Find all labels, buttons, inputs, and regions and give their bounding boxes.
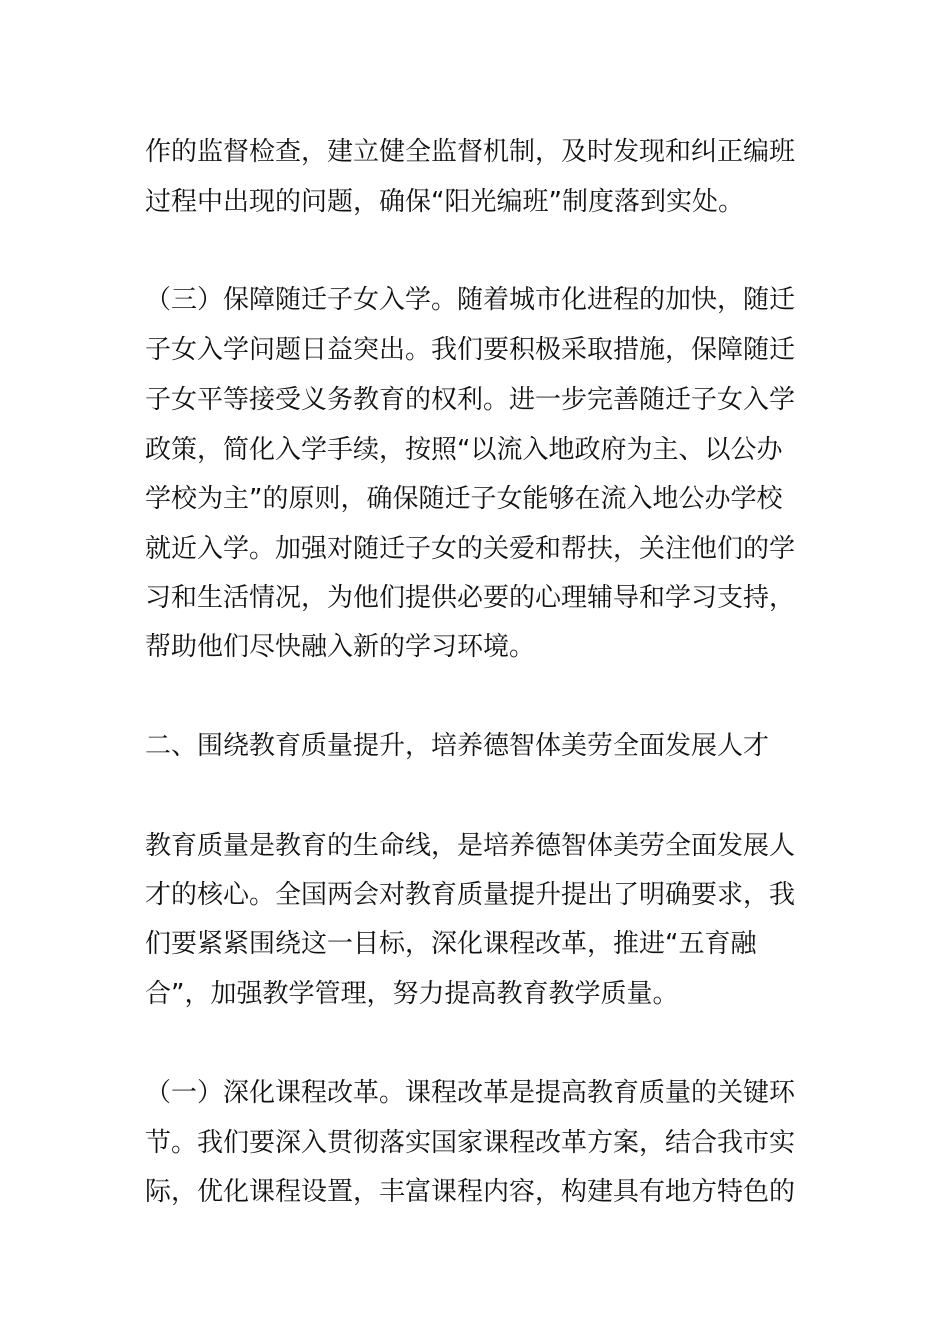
section-heading: 二、围绕教育质量提升，培养德智体美劳全面发展人才: [145, 731, 770, 761]
paragraph-2-line-2: 子女入学问题日益突出。我们要积极采取措施，保障随迁: [145, 335, 796, 365]
paragraph-4-line-3: 们要紧紧围绕这一目标，深化课程改革，推进“五育融: [145, 929, 757, 959]
paragraph-1-line-1: 作的监督检查，建立健全监督机制，及时发现和纠正编班: [145, 137, 796, 167]
paragraph-5-line-2: 节。我们要深入贯彻落实国家课程改革方案，结合我市实: [145, 1128, 796, 1158]
paragraph-2-line-4: 政策，简化入学手续，按照“以流入地政府为主、以公办: [145, 435, 783, 465]
paragraph-2-line-6: 就近入学。加强对随迁子女的关爱和帮扶，关注他们的学: [145, 534, 796, 564]
paragraph-2-line-3: 子女平等接受义务教育的权利。进一步完善随迁子女入学: [145, 385, 796, 415]
paragraph-1-line-2: 过程中出现的问题，确保“阳光编班”制度落到实处。: [145, 187, 744, 217]
paragraph-2-line-7: 习和生活情况，为他们提供必要的心理辅导和学习支持，: [145, 583, 796, 613]
paragraph-2-line-1: （三）保障随迁子女入学。随着城市化进程的加快，随迁: [145, 285, 796, 315]
paragraph-4-line-2: 才的核心。全国两会对教育质量提升提出了明确要求，我: [145, 880, 796, 910]
paragraph-4-line-1: 教育质量是教育的生命线，是培养德智体美劳全面发展人: [145, 831, 796, 861]
paragraph-5-line-1: （一）深化课程改革。课程改革是提高教育质量的关键环: [145, 1078, 796, 1108]
paragraph-2-line-8: 帮助他们尽快融入新的学习环境。: [145, 632, 536, 662]
paragraph-2-line-5: 学校为主”的原则，确保随迁子女能够在流入地公办学校: [145, 484, 783, 514]
paragraph-5-line-3: 际，优化课程设置，丰富课程内容，构建具有地方特色的: [145, 1177, 796, 1207]
paragraph-4-line-4: 合”，加强教学管理，努力提高教育教学质量。: [145, 979, 679, 1009]
